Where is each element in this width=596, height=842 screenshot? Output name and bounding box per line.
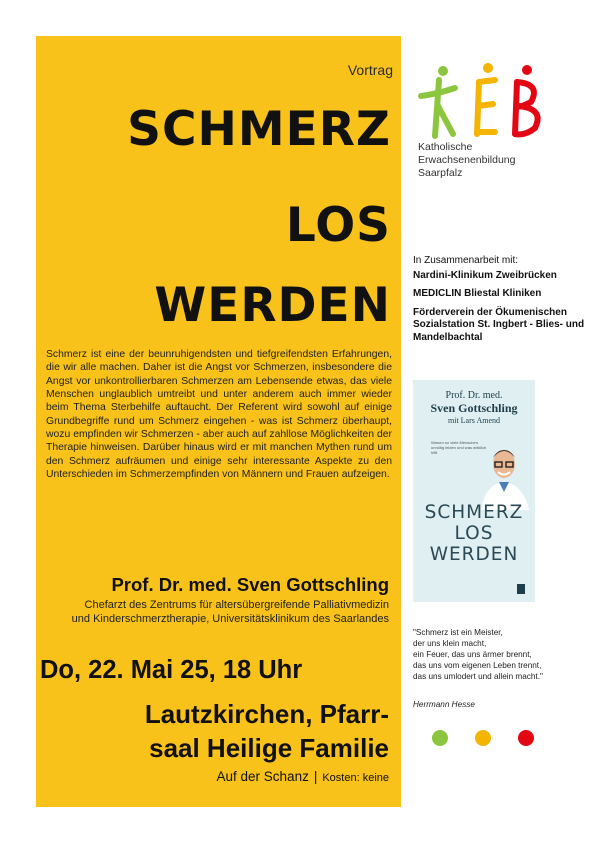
cost-text: Kosten: keine — [322, 772, 389, 784]
title-line-1: SCHMERZ — [127, 102, 391, 157]
book-author-line-2: Sven Gottschling — [430, 401, 518, 415]
yellow-dot — [475, 730, 491, 746]
book-subtitle: Warum so viele Menschen unnötig leiden und was wirklich hilft — [431, 440, 487, 455]
red-dot — [518, 730, 534, 746]
book-cover — [413, 380, 535, 602]
title-line-2: LOS — [285, 198, 391, 253]
author-photo — [475, 438, 533, 510]
quote-line-5: das uns umlodert und allein macht." — [413, 672, 543, 681]
event-date: Do, 22. Mai 25, 18 Uhr — [40, 656, 303, 684]
organizer-name — [418, 141, 515, 180]
quote-author: Herrmann Hesse — [413, 700, 475, 709]
speaker-role-line-2: und Kinderschmerztherapie, Universitätsklinikum des Saarlandes — [71, 613, 389, 625]
speaker-name: Prof. Dr. med. Sven Gottschling — [111, 574, 389, 595]
book-title-line-1: SCHMERZ — [424, 502, 524, 523]
publisher-icon — [517, 584, 525, 594]
quote-text — [413, 627, 543, 682]
cooperation-intro: In Zusammenarbeit mit: — [413, 255, 519, 266]
organizer-name-line-1: Katholische — [418, 141, 473, 153]
book-title — [413, 502, 535, 565]
title-line-3: WERDEN — [154, 278, 391, 333]
book-author-line-1: Prof. Dr. med. — [445, 390, 503, 401]
organizer-name-line-2: Erwachsenenbildung — [418, 154, 516, 166]
event-description: Schmerz ist eine der beunruhigendsten und tiefgreifendsten Erfahrungen, die wir alle machen. Daher ist die Angst vor Schmerzen, insbesondere die Angst vor unkontrollierbaren Schmerzen am Lebensende etwas, das viele Menschen unglaublich umtreibt und unter anderem auch immer wieder beim Thema Sterbehilfe auftaucht. Der Referent wird sowohl auf einige Grundbegriffe rund um Schmerz eingehen - was ist Schmerz überhaupt, wozu empfinden wir Schmerzen - aber auch auf zahllose Möglichkeiten der Therapie hinweisen. Darüber hinaus wird er mit manchen Mythen rund um den Schmerz aufräumen und einige sehr interessante Aspekte zu den Unterschieden im Schmerzempfinden von Männern und Frauen aufzeigen. — [46, 349, 392, 481]
partner-1: Nardini-Klinikum Zweibrücken — [413, 269, 557, 281]
address-text: Auf der Schanz — [216, 769, 309, 784]
partner-3: Förderverein der Ökumenischen Sozialstation St. Ingbert - Blies- und Mandelbachtal — [413, 306, 585, 343]
venue-line-2: saal Heilige Familie — [149, 733, 389, 763]
keb-logo — [413, 62, 553, 142]
event-panel — [36, 36, 401, 807]
quote-line-1: "Schmerz ist ein Meister, — [413, 628, 503, 637]
quote-line-2: der uns klein macht, — [413, 639, 487, 648]
event-type-label: Vortrag — [347, 62, 393, 78]
venue-line-1: Lautzkirchen, Pfarr- — [144, 699, 389, 729]
book-title-line-3: WERDEN — [429, 544, 519, 565]
speaker-role-line-1: Chefarzt des Zentrums für altersübergreifende Palliativmedizin — [84, 599, 389, 611]
partner-2: MEDICLIN Bliestal Kliniken — [413, 288, 542, 299]
cooperation-block — [413, 255, 588, 350]
address-separator: | — [313, 769, 318, 784]
organizer-name-line-3: Saarpfalz — [418, 167, 463, 179]
speaker-role — [34, 598, 389, 626]
quote-line-3: ein Feuer, das uns ärmer brennt, — [413, 650, 532, 659]
book-coauthor: mit Lars Amend — [448, 416, 500, 425]
event-address — [217, 769, 389, 784]
book-title-line-2: LOS — [454, 523, 494, 544]
green-dot — [432, 730, 448, 746]
event-venue — [59, 697, 389, 765]
book-author — [413, 390, 535, 425]
quote-line-4: das uns vom eigenen Leben trennt, — [413, 661, 542, 670]
